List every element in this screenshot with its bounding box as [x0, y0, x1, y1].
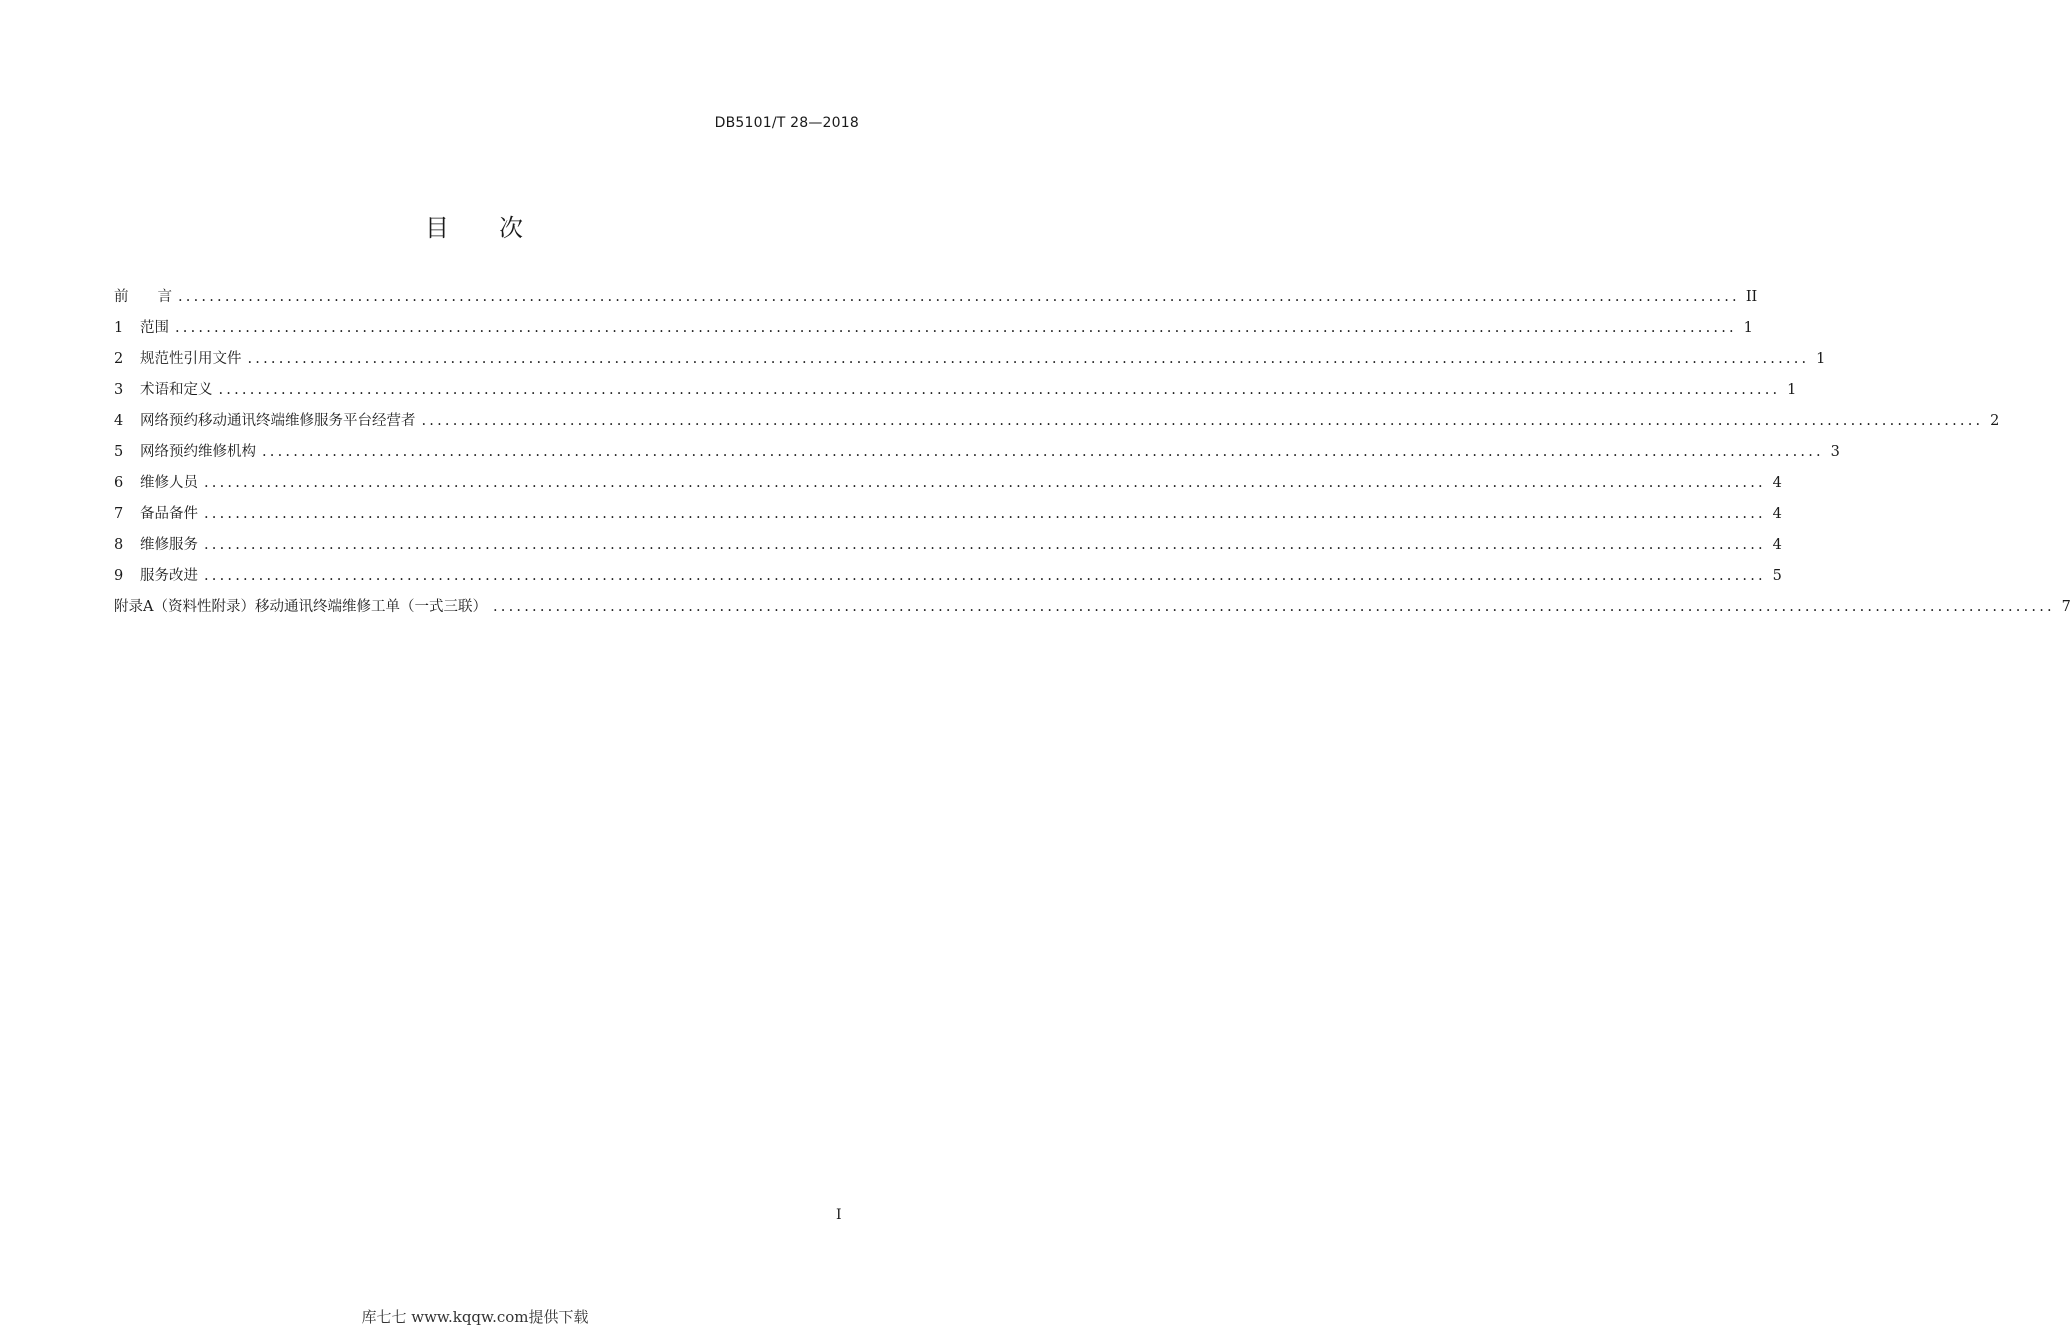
toc-leader-dots: ........................................................................................................................................................................................................ — [204, 537, 1766, 553]
toc-leader-dots: ........................................................................................................................................................................................................ — [204, 506, 1766, 522]
toc-entry-label: 维修人员 — [140, 475, 198, 491]
toc-entry-2[interactable] — [114, 348, 1826, 379]
toc-entry-number: 8 — [114, 537, 124, 553]
toc-entry-number: 6 — [114, 475, 124, 491]
toc-entry-page: 4 — [1772, 475, 1782, 491]
toc-entry-number: 2 — [114, 351, 124, 367]
toc-entry-page: 1 — [1743, 320, 1753, 336]
toc-entry-label: 范围 — [140, 320, 169, 336]
toc-entry-label: 服务改进 — [140, 568, 198, 584]
toc-entry-appendix-a[interactable] — [114, 596, 2071, 627]
toc-entry-label: 附录A（资料性附录）移动通讯终端维修工单（一式三联） — [114, 599, 487, 615]
toc-leader-dots: ........................................................................................................................................................................................................ — [492, 599, 2055, 615]
toc-entry-label: 网络预约移动通讯终端维修服务平台经营者 — [140, 413, 416, 429]
toc-entry-1[interactable] — [114, 317, 1753, 348]
toc-entry-9[interactable] — [114, 565, 1782, 596]
toc-entry-label: 规范性引用文件 — [140, 351, 242, 367]
toc-entry-number: 3 — [114, 382, 124, 398]
toc-entry-number: 1 — [114, 320, 124, 336]
toc-entry-8[interactable] — [114, 534, 1782, 565]
toc-entry-page: 4 — [1772, 506, 1782, 522]
toc-entry-page: 1 — [1787, 382, 1797, 398]
toc-entry-page: 7 — [2061, 599, 2071, 615]
page-number: I — [836, 1207, 842, 1223]
toc-leader-dots: ........................................................................................................................................................................................................ — [204, 568, 1766, 584]
toc-entry-page: 4 — [1772, 537, 1782, 553]
download-footer: 库七七 www.kqqw.com提供下载 — [361, 1308, 589, 1326]
toc-title-first-char: 目 — [425, 214, 451, 242]
toc-entry-7[interactable] — [114, 503, 1782, 534]
toc-entry-3[interactable] — [114, 379, 1797, 410]
toc-title-second-char: 次 — [499, 214, 525, 242]
toc-entry-number: 9 — [114, 568, 124, 584]
toc-entry-label: 维修服务 — [140, 537, 198, 553]
toc-entry-page: II — [1745, 289, 1758, 305]
toc-leader-dots: ........................................................................................................................................................................................................ — [204, 475, 1766, 491]
toc-leader-dots: ........................................................................................................................................................................................................ — [218, 382, 1781, 398]
toc-entry-foreword[interactable] — [114, 286, 1758, 317]
toc-leader-dots: ........................................................................................................................................................................................................ — [175, 320, 1737, 336]
toc-leader-dots: ........................................................................................................................................................................................................ — [262, 444, 1824, 460]
toc-entry-label: 网络预约维修机构 — [140, 444, 256, 460]
toc-list — [114, 286, 2071, 627]
toc-entry-page: 3 — [1830, 444, 1840, 460]
toc-entry-6[interactable] — [114, 472, 1782, 503]
toc-entry-page: 5 — [1772, 568, 1782, 584]
toc-entry-label: 前 言 — [114, 289, 172, 305]
toc-leader-dots: ........................................................................................................................................................................................................ — [421, 413, 1984, 429]
toc-entry-page: 2 — [1990, 413, 2000, 429]
toc-entry-number: 5 — [114, 444, 124, 460]
toc-entry-number: 4 — [114, 413, 124, 429]
toc-entry-number: 7 — [114, 506, 124, 522]
toc-entry-5[interactable] — [114, 441, 1840, 472]
toc-entry-page: 1 — [1816, 351, 1826, 367]
document-code: DB5101/T 28—2018 — [714, 115, 859, 131]
toc-entry-label: 备品备件 — [140, 506, 198, 522]
toc-entry-4[interactable] — [114, 410, 2000, 441]
toc-title — [0, 208, 950, 243]
toc-leader-dots: ........................................................................................................................................................................................................ — [178, 289, 1740, 305]
toc-leader-dots: ........................................................................................................................................................................................................ — [247, 351, 1810, 367]
toc-entry-label: 术语和定义 — [140, 382, 213, 398]
